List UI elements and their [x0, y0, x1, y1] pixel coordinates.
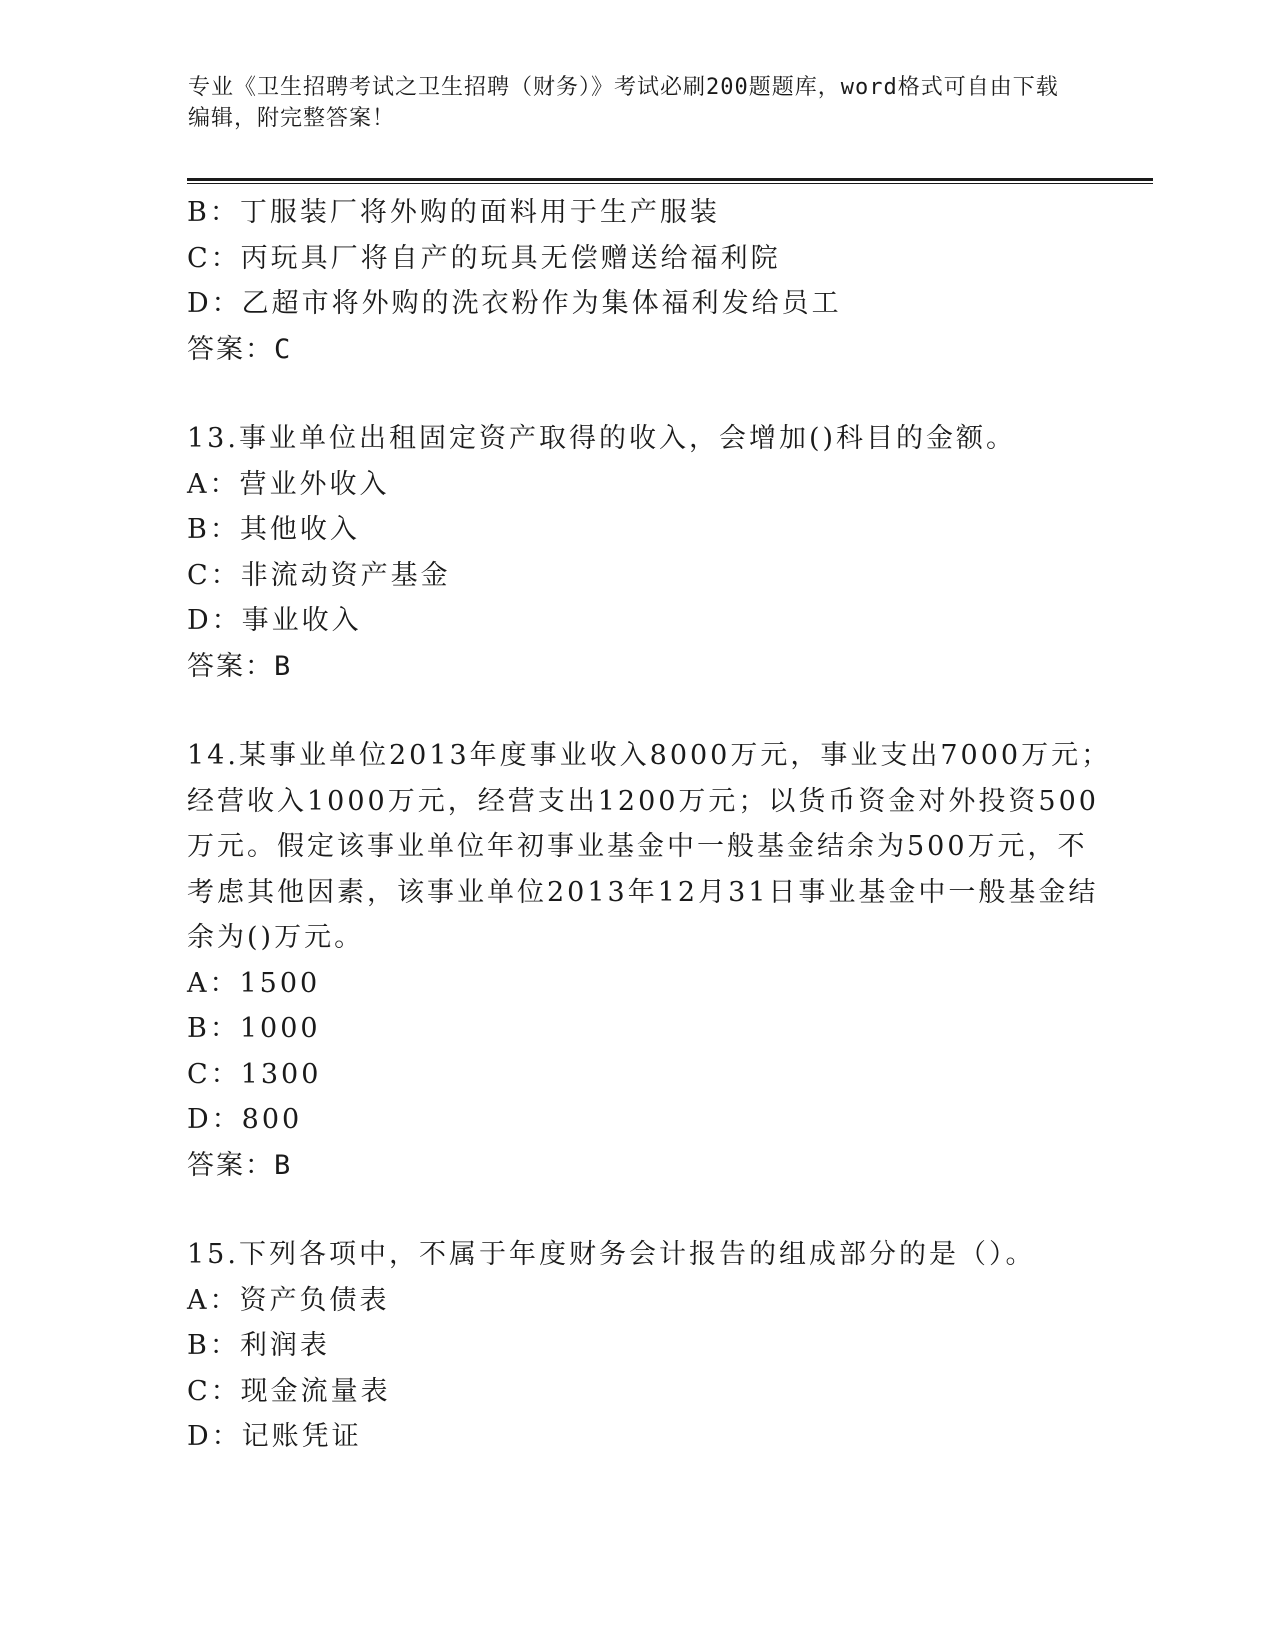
option-b: B：利润表	[187, 1330, 330, 1361]
option-a: A：资产负债表	[187, 1284, 390, 1316]
option-d: D：乙超市将外购的洗衣粉作为集体福利发给员工	[187, 288, 842, 319]
option-d: D：800	[187, 1104, 303, 1135]
option-c: C：丙玩具厂将自产的玩具无偿赠送给福利院	[187, 242, 781, 274]
answer: 答案：B	[187, 650, 293, 682]
question-text-line: 万元。假定该事业单位年初事业基金中一般基金结余为500万元，不	[187, 831, 1088, 862]
question-text-line: 经营收入1000万元，经营支出1200万元；以货币资金对外投资500	[187, 785, 1099, 817]
document-header: 专业《卫生招聘考试之卫生招聘（财务）》考试必刷200题题库，word格式可自由下载编辑，附完整答案！	[188, 75, 1059, 131]
question-12-tail	[187, 190, 1067, 372]
option-b: B：丁服装厂将外购的面料用于生产服装	[187, 197, 720, 228]
question-14	[187, 733, 1112, 1188]
question-13	[187, 416, 1067, 689]
answer: 答案：C	[187, 333, 293, 365]
option-c: C：1300	[187, 1058, 322, 1090]
option-a: A：1500	[187, 967, 321, 999]
question-text-line: 14.某事业单位2013年度事业收入8000万元，事业支出7000万元；	[187, 740, 1112, 771]
option-c: C：非流动资产基金	[187, 559, 451, 591]
question-text-line: 考虑其他因素，该事业单位2013年12月31日事业基金中一般基金结	[187, 876, 1099, 908]
option-d: D：记账凭证	[187, 1421, 362, 1452]
question-text: 13.事业单位出租固定资产取得的收入，会增加()科目的金额。	[187, 423, 1017, 454]
option-a: A：营业外收入	[187, 468, 390, 500]
question-15	[187, 1232, 1067, 1460]
option-b: B：其他收入	[187, 514, 360, 545]
option-c: C：现金流量表	[187, 1375, 391, 1407]
header-divider-thick	[187, 178, 1153, 181]
question-text: 15.下列各项中，不属于年度财务会计报告的组成部分的是（）。	[187, 1239, 1036, 1270]
document-body	[187, 190, 1112, 1460]
option-d: D：事业收入	[187, 605, 362, 636]
header-divider-thin	[187, 183, 1153, 184]
option-b: B：1000	[187, 1013, 321, 1044]
answer: 答案：B	[187, 1149, 293, 1181]
question-text-line: 余为()万元。	[187, 922, 365, 953]
